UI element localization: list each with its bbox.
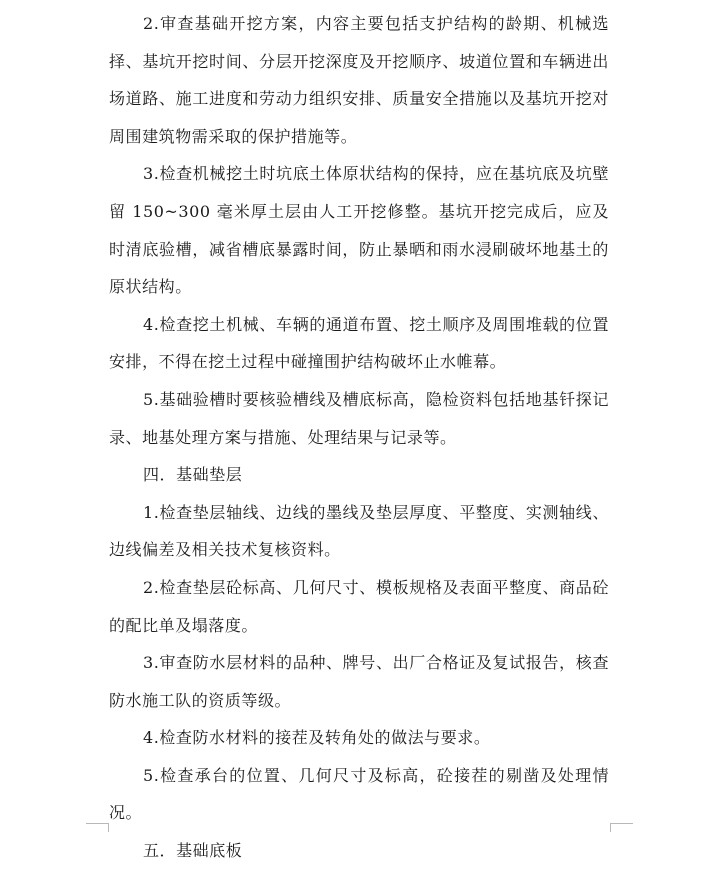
paragraph-trench-inspection: 5.基础验槽时要核验槽线及槽底标高，隐检资料包括地基钎探记录、地基处理方案与措施、处理结果与记录等。	[109, 389, 609, 447]
paragraph-check-waterproof-joints: 4.检查防水材料的接茬及转角处的做法与要求。	[143, 728, 491, 748]
paragraph-review-excavation-plan: 2.审查基础开挖方案，内容主要包括支护结构的龄期、机械选择、基坑开挖时间、分层开挖深度及开挖顺序、坡道位置和车辆进出场道路、施工进度和劳动力组织安排、质量安全措施以及基坑开挖对周围建筑物需采取的保护措施等。	[109, 14, 609, 146]
paragraph-check-pile-cap: 5.检查承台的位置、几何尺寸及标高，砼接茬的剔凿及处理情况。	[109, 765, 609, 823]
paragraph-check-soil-structure: 3.检查机械挖土时坑底土体原状结构的保持，应在基坑底及坑壁留 150~300 毫米厚土层由人工开挖修整。基坑开挖完成后，应及时清底验槽，减省槽底暴露时间，防止暴晒和雨水浸刷破坏地基土的原状结构。	[109, 164, 609, 297]
document-body	[109, 5, 609, 870]
section-heading-foundation-slab: 五．基础底板	[143, 841, 243, 861]
paragraph-check-machinery-layout: 4.检查挖土机械、车辆的通道布置、挖土顺序及周围堆载的位置安排，不得在挖土过程中碰撞围护结构破坏止水帷幕。	[109, 314, 609, 372]
paragraph-check-cushion-concrete: 2.检查垫层砼标高、几何尺寸、模板规格及表面平整度、商品砼的配比单及塌落度。	[109, 577, 609, 635]
paragraph-review-waterproof-material: 3.审查防水层材料的品种、牌号、出厂合格证及复试报告，核查防水施工队的资质等级。	[109, 653, 609, 710]
page-corner-mark-left	[86, 823, 109, 832]
paragraph-check-cushion-axis: 1.检查垫层轴线、边线的墨线及垫层厚度、平整度、实测轴线、边线偏差及相关技术复核资料。	[109, 502, 609, 560]
page-corner-mark-right	[610, 823, 633, 832]
section-heading-foundation-cushion: 四．基础垫层	[143, 465, 243, 485]
